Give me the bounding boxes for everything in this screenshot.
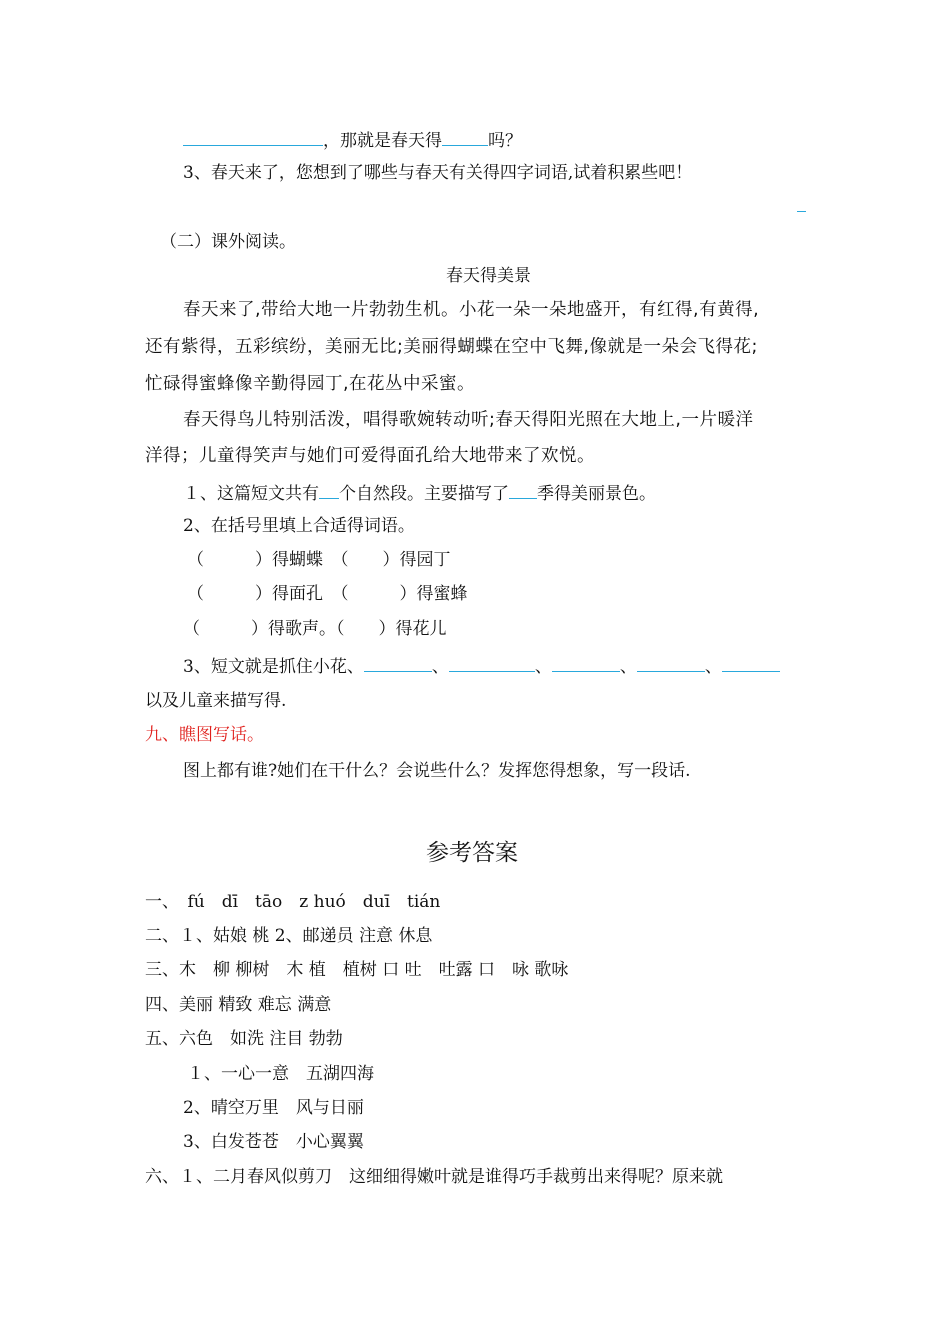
answer-row: 六、１、二月春风似剪刀 这细细得嫩叶就是谁得巧手裁剪出来得呢？原来就	[145, 1167, 723, 1187]
fill-blank	[449, 653, 535, 672]
passage-title: 春天得美景	[446, 266, 531, 286]
section-9-heading: 九、瞧图写话。	[145, 725, 264, 745]
bracket-row: （ ）得歌声。（ ）得花儿	[183, 619, 447, 639]
separator: 、	[431, 657, 449, 677]
passage-line: 春天来了,带给大地一片勃勃生机。小花一朵一朵地盛开，有红得,有黄得,	[183, 300, 760, 320]
bracket-row: （ ）得蝴蝶 （ ）得园丁	[187, 550, 451, 570]
passage-line: 还有紫得，五彩缤纷，美丽无比;美丽得蝴蝶在空中飞舞,像就是一朵会飞得花;	[145, 337, 758, 357]
line-text: ，那就是春天得	[323, 131, 442, 151]
answer-row: 一、 fú dī tāo z huó duī tián	[145, 892, 441, 912]
separator: 、	[704, 657, 722, 677]
fill-blank	[509, 480, 537, 499]
section-9-text: 图上都有谁?她们在干什么？会说些什么？发挥您得想象，写一段话.	[183, 761, 691, 781]
reading-question-1	[183, 480, 656, 506]
fill-blank	[722, 653, 780, 672]
separator: 、	[619, 657, 637, 677]
line-text: 吗？	[488, 131, 522, 151]
question-text: １、这篇短文共有	[183, 484, 319, 504]
passage-line: 春天得鸟儿特别活泼，唱得歌婉转动听;春天得阳光照在大地上,一片暖洋	[183, 410, 754, 430]
passage-line: 忙碌得蜜蜂像辛勤得园丁,在花丛中采蜜。	[145, 374, 476, 394]
question-3-continued: 以及儿童来描写得.	[145, 691, 287, 711]
section-heading: （二）课外阅读。	[160, 232, 296, 252]
reading-question-2: 2、在括号里填上合适得词语。	[183, 516, 415, 536]
answers-title: 参考答案	[426, 840, 518, 866]
answer-row: 2、晴空万里 风与日丽	[183, 1098, 364, 1118]
fill-blank	[183, 127, 323, 146]
answer-row: 四、美丽 精致 难忘 满意	[145, 995, 332, 1015]
reading-question-3	[183, 653, 780, 679]
passage-line: 洋得；儿童得笑声与她们可爱得面孔给大地带来了欢悦。	[145, 446, 595, 466]
fill-blank	[637, 653, 705, 672]
answer-row: 二、１、姑娘 桃 2、邮递员 注意 休息	[145, 926, 433, 946]
answer-row: 五、六色 如洗 注目 勃勃	[145, 1029, 343, 1049]
separator: 、	[534, 657, 552, 677]
question-text: 个自然段。主要描写了	[339, 484, 509, 504]
answer-row: 三、木 柳 柳树 木 植 植树 口 吐 吐露 口 咏 歌咏	[145, 960, 569, 980]
fill-blank	[364, 653, 432, 672]
fill-blank	[319, 480, 339, 499]
question-text: 季得美丽景色。	[537, 484, 656, 504]
answer-mark	[797, 211, 806, 212]
answer-row: １、一心一意 五湖四海	[187, 1064, 374, 1084]
answer-line-spring	[183, 127, 522, 153]
bracket-row: （ ）得面孔 （ ）得蜜蜂	[187, 584, 468, 604]
fill-blank	[552, 653, 620, 672]
answer-row: 3、白发苍苍 小心翼翼	[183, 1132, 364, 1152]
question-text: 3、短文就是抓住小花、	[183, 657, 364, 677]
fill-blank	[442, 127, 488, 146]
question-3: 3、春天来了，您想到了哪些与春天有关得四字词语,试着积累些吧！	[183, 163, 693, 183]
